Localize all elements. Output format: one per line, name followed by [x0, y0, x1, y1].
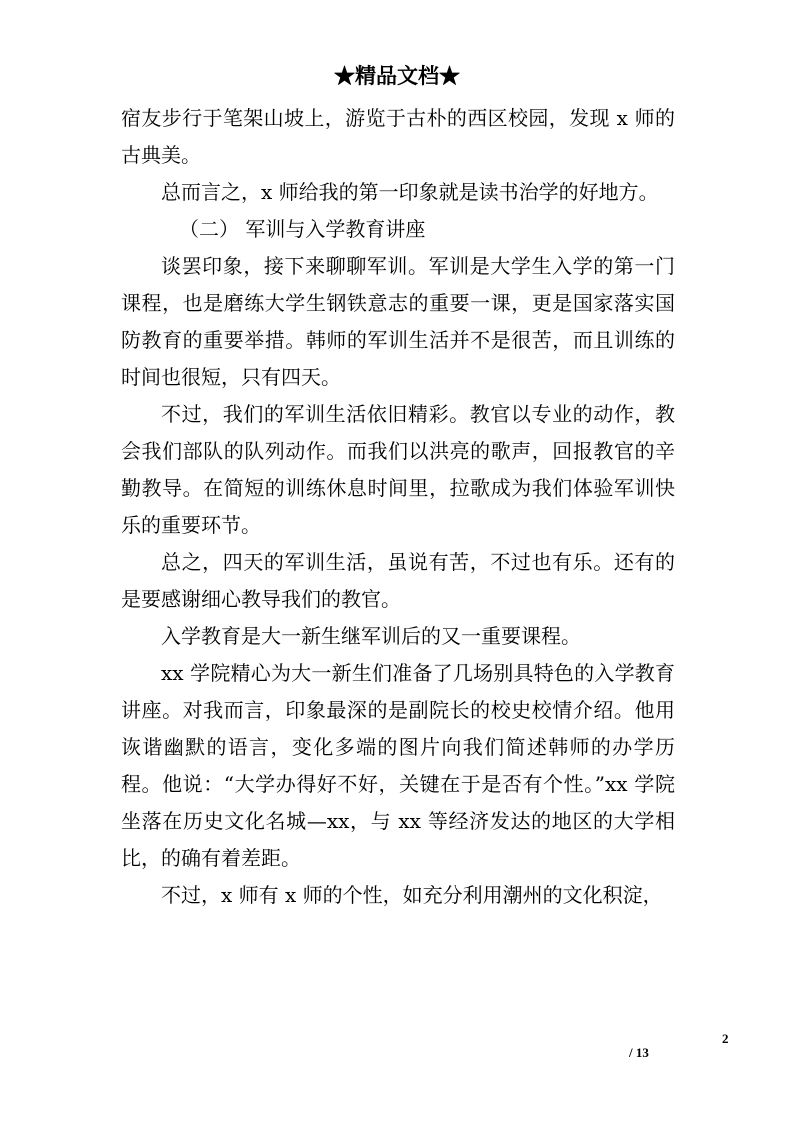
- document-body: [121, 100, 675, 914]
- page-number: 2: [722, 1031, 729, 1046]
- paragraph: 谈罢印象，接下来聊聊军训。军训是大学生入学的第一门课程，也是磨练大学生钢铁意志的重要一课，更是国家落实国防教育的重要举措。韩师的军训生活并不是很苦，而且训练的时间也很短，只有四天。: [121, 254, 675, 389]
- paragraph: 总而言之，x 师给我的第一印象就是读书治学的好地方。: [161, 180, 659, 204]
- page-header-title: ★精品文档★: [334, 63, 460, 88]
- paragraph: 不过，x 师有 x 师的个性，如充分利用潮州的文化积淀，: [161, 883, 663, 907]
- paragraph: 不过，我们的军训生活依旧精彩。教官以专业的动作，教会我们部队的队列动作。而我们以洪亮的歌声，回报教官的辛勤教导。在简短的训练休息时间里，拉歌成为我们体验军训快乐的重要环节。: [121, 402, 675, 537]
- paragraph: 入学教育是大一新生继军训后的又一重要课程。: [161, 624, 581, 648]
- paragraph: xx 学院精心为大一新生们准备了几场别具特色的入学教育讲座。对我而言，印象最深的是副院长的校史校情介绍。他用诙谐幽默的语言，变化多端的图片向我们简述韩师的办学历程。他说：“大学办得好不好，关键在于是否有个性。”xx 学院坐落在历史文化名城—xx，与 xx 等经济发达的地区的大学相比，的确有着差距。: [121, 661, 675, 870]
- paragraph: 总之，四天的军训生活，虽说有苦，不过也有乐。还有的是要感谢细心教导我们的教官。: [121, 550, 675, 611]
- page-total: / 13: [629, 1045, 649, 1060]
- section-heading: （二） 军训与入学教育讲座: [179, 217, 426, 241]
- paragraph-continued: 宿友步行于笔架山坡上，游览于古朴的西区校园，发现 x 师的古典美。: [121, 106, 675, 167]
